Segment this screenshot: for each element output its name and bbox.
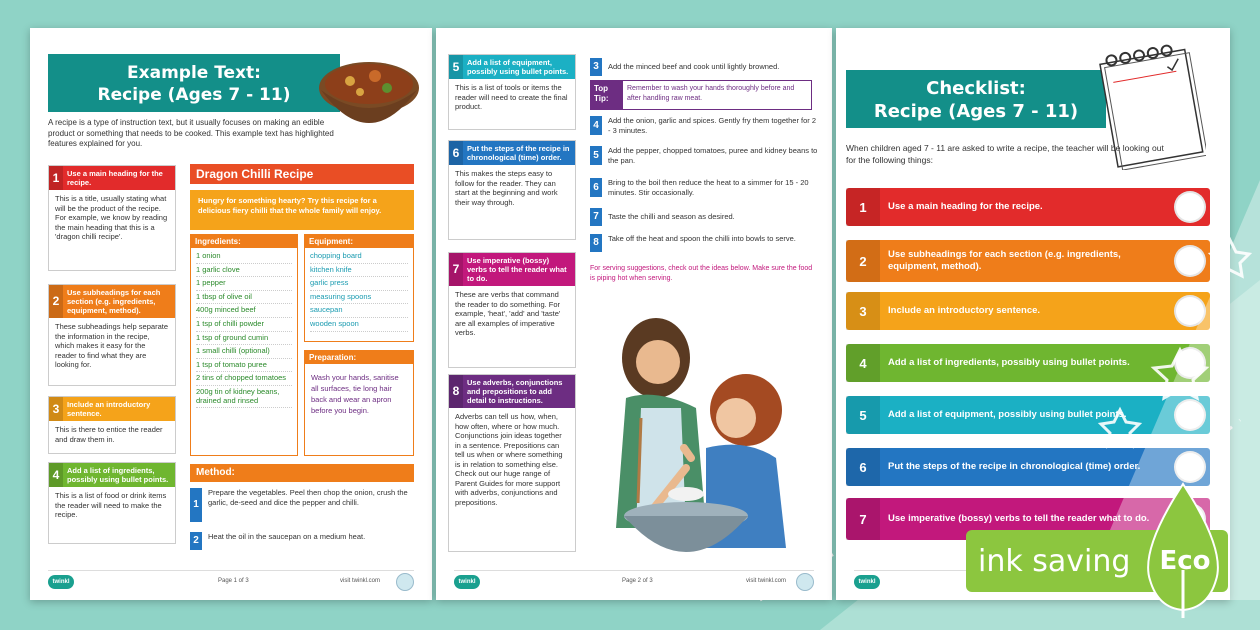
note-5: 5 Add a list of equipment, possibly using bullet points. This is a list of tools or items the reader will need to create the final product. [448,54,576,130]
list-item: 1 garlic clove [196,264,292,278]
preparation-text: Wash your hands, sanitise all surfaces, tie long hair back and wear an apron before you begin. [311,373,399,415]
top-tip-label: Top Tip: [591,81,623,109]
page-1 [30,28,432,600]
method-step-5: 5 Add the pepper, chopped tomatoes, puree and kidney beans to the pan. [590,146,820,165]
checklist-item-5: 5 Add a list of equipment, possibly using bullet points. [846,396,1210,434]
checklist-item-3: 3 Include an introductory sentence. [846,292,1210,330]
checklist-item-4: 4 Add a list of ingredients, possibly using bullet points. [846,344,1210,382]
list-item: 1 tsp of ground cumin [196,332,292,346]
ingredients-heading: Ingredients: [191,235,297,248]
twinkl-logo: twinkl [454,575,480,589]
method-step-4: 4 Add the onion, garlic and spices. Gently fry them together for 2 - 3 minutes. [590,116,820,135]
equipment-section [304,234,414,342]
method-step-1: 1 Prepare the vegetables. Peel then chop the onion, crush the garlic, de-seed and dice the pepper and chilli. [190,488,412,522]
method-step-2: 2 Heat the oil in the saucepan on a medium heat. [190,532,412,550]
checklist-intro: When children aged 7 - 11 are asked to write a recipe, the teacher will be looking out for the following things: [846,143,1164,165]
twinkl-logo: twinkl [854,575,880,589]
list-item: chopping board [310,250,408,264]
checklist-title: Checklist: Recipe (Ages 7 - 11) [846,70,1106,128]
ink-saving-label: ink saving [978,543,1131,579]
recipe-intro: Hungry for something hearty? Try this recipe for a delicious fiery chilli that the whole family will enjoy. [190,190,414,230]
ingredients-section [190,234,298,456]
preparation-heading: Preparation: [305,351,413,364]
note-7: 7 Use imperative (bossy) verbs to tell the reader what to do. These are verbs that command the reader to do something. For example, 'heat', 'add' and 'taste' are all examples of imperative verbs. [448,252,576,368]
checklist-item-2: 2 Use subheadings for each section (e.g. ingredients, equipment, method). [846,240,1210,282]
note-3: 3 Include an introductory sentence. This is there to entice the reader and draw them in. [48,396,176,454]
list-item: 1 tsp of chilli powder [196,318,292,332]
twinkl-logo: twinkl [48,575,74,589]
list-item: 200g tin of kidney beans, drained and rinsed [196,386,292,408]
cooking-illustration [586,298,826,570]
serving-note: For serving suggestions, check out the ideas below. Make sure the food is piping hot when serving. [590,265,813,282]
recipe-title: Dragon Chilli Recipe [190,164,414,184]
list-item: 400g minced beef [196,304,292,318]
page-title: Example Text: Recipe (Ages 7 - 11) [48,54,340,112]
list-item: 1 pepper [196,277,292,291]
page-2 [436,28,832,600]
preparation-section [304,350,414,456]
list-item: 1 small chilli (optional) [196,345,292,359]
quality-badge-icon [396,573,414,591]
list-item: kitchen knife [310,264,408,278]
ingredients-list [191,248,297,410]
equipment-list [305,248,413,334]
list-item: 1 tbsp of olive oil [196,291,292,305]
note-8: 8 Use adverbs, conjunctions and prepositions to add detail to instructions. Adverbs can tell us how, when, how often, where or how much. Conjunctions join ideas together in a sentence. Prepositions can tell us when or where something is in relation to something else. Check out our huge range of Parent Guides for more support with adverbs, conjunctions and prepositions. [448,374,576,552]
list-item: wooden spoon [310,318,408,332]
eco-badge: Eco [1159,546,1211,576]
list-item: garlic press [310,277,408,291]
top-tip-box [590,80,812,110]
intro-text: A recipe is a type of instruction text, but it usually focuses on making an edible product or something that needs to be cooked. This example text has highlighted features explained for you. [48,118,334,148]
top-tip-text: Remember to wash your hands thoroughly before and after handling raw meat. [627,85,795,102]
list-item: 2 tins of chopped tomatoes [196,372,292,386]
list-item: 1 onion [196,250,292,264]
note-6: 6 Put the steps of the recipe in chronological (time) order. This makes the steps easy to follow for the reader. They can start at the beginning and work their way through. [448,140,576,240]
method-step-6: 6 Bring to the boil then reduce the heat to a simmer for 15 - 20 minutes. Stir occasionally. [590,178,820,197]
quality-badge-icon [796,573,814,591]
checklist-item-1: 1 Use a main heading for the recipe. [846,188,1210,226]
equipment-heading: Equipment: [305,235,413,248]
list-item: measuring spoons [310,291,408,305]
method-step-8: 8 Take off the heat and spoon the chilli into bowls to serve. [590,234,820,252]
note-4: 4 Add a list of ingredients, possibly using bullet points. This is a list of food or drink items the reader will need to make the recipe. [48,462,176,544]
list-item: saucepan [310,304,408,318]
page-footer: twinkl Page 2 of 3 visit twinkl.com [454,570,814,590]
checklist-item-7: 7 Use imperative (bossy) verbs to tell the reader what to do. [846,498,1210,540]
method-heading: Method: [190,464,414,482]
page-footer: twinkl Page 1 of 3 visit twinkl.com [48,570,414,590]
note-2: 2 Use subheadings for each section (e.g. ingredients, equipment, method). These subheadings help separate the information in the recipe, which makes it easy for the reader to find what they are looking for. [48,284,176,386]
checklist-item-6: 6 Put the steps of the recipe in chronological (time) order. [846,448,1210,486]
note-1: 1 Use a main heading for the recipe. This is a title, usually stating what will be the product of the recipe. For example, we know by reading the main heading that this is a 'dragon chilli recipe'. [48,165,176,271]
method-step-7: 7 Taste the chilli and season as desired. [590,208,820,226]
method-step-3: 3 Add the minced beef and cook until lightly browned. [590,58,820,76]
list-item: 1 tsp of tomato puree [196,359,292,373]
